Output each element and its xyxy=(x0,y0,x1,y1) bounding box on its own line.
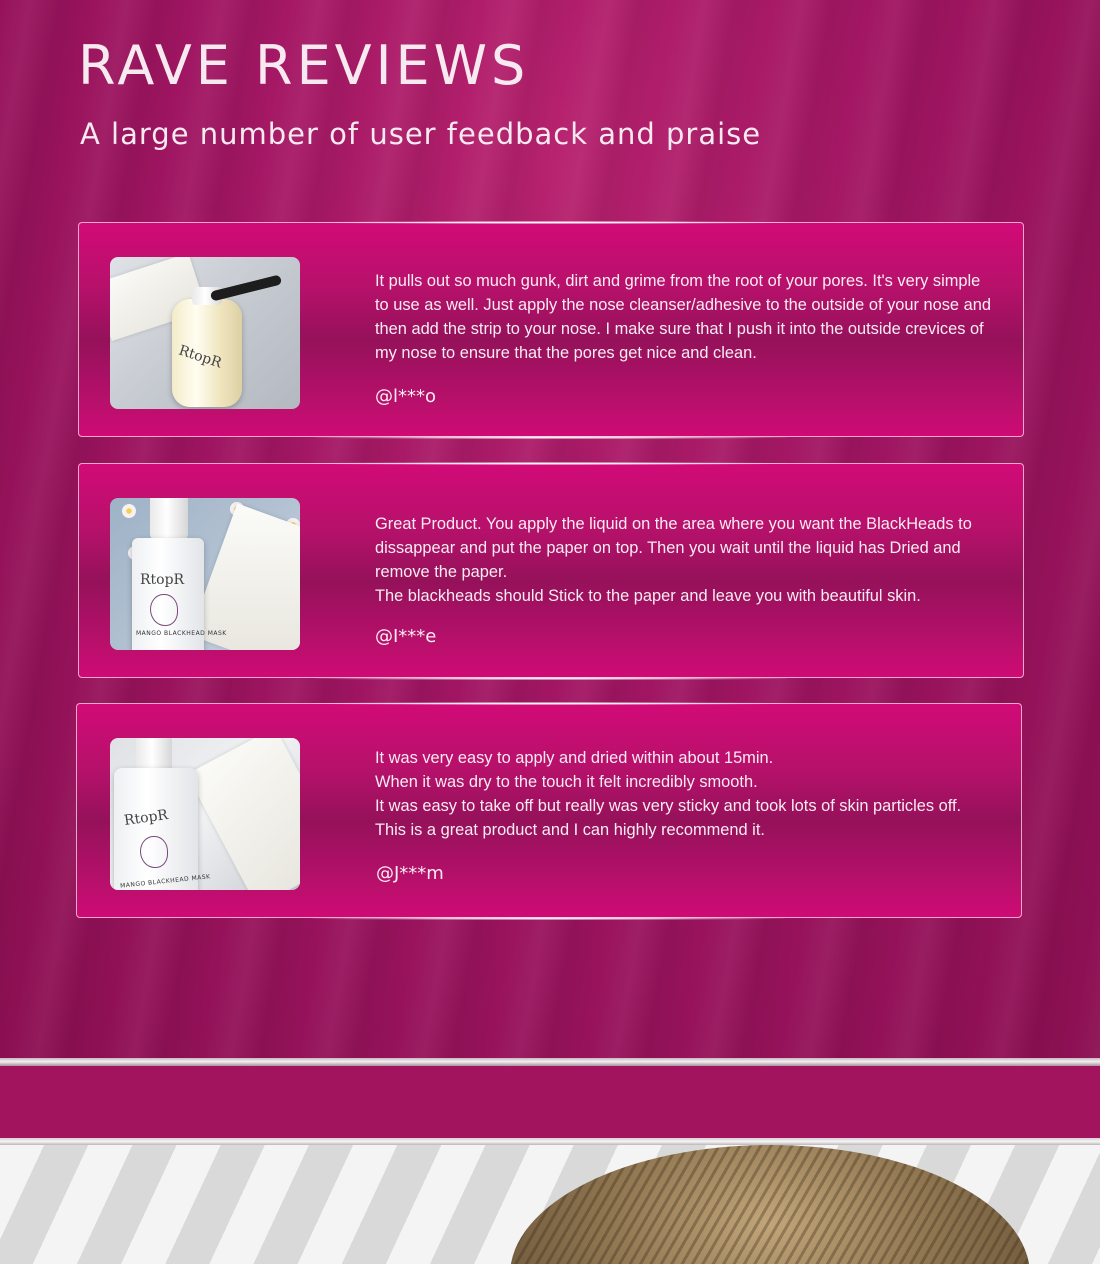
review-text: It pulls out so much gunk, dirt and grime from the root of your pores. It's very simple to use as well. Just apply the nose cleanser/adhesive to the outside of your nose and then add the strip to your nose. I make sure that I push it into the outside crevices of my nose to ensure that the pores get nice and clean. xyxy=(375,272,991,362)
flower-decoration xyxy=(122,504,136,518)
divider-band xyxy=(0,1058,1100,1066)
model-hair xyxy=(510,1145,1030,1264)
paper-strip xyxy=(189,503,300,650)
review-photo xyxy=(110,498,300,650)
bottle-cap xyxy=(150,498,188,540)
divider-band xyxy=(0,1138,1100,1145)
image-label-text: MANGO BLACKHEAD MASK xyxy=(136,630,227,637)
paper-strip xyxy=(187,738,300,890)
image-brand-text: RtopR xyxy=(140,572,185,588)
review-author: @l***o xyxy=(375,386,437,407)
review-text: It was very easy to apply and dried within about 15min. When it was dry to the touch it felt incredibly smooth. It was easy to take off but really was very sticky and took lots of skin particles off. This is a great product and I can highly recommend it. xyxy=(375,749,962,839)
model-photo xyxy=(0,1145,1100,1264)
image-brand-text: RtopR xyxy=(123,807,170,829)
color-band xyxy=(0,1066,1100,1140)
review-author: @J***m xyxy=(376,863,444,884)
page-title: RAVE REVIEWS xyxy=(78,34,530,97)
review-card xyxy=(78,222,1024,437)
review-card xyxy=(76,703,1022,918)
page-subtitle: A large number of user feedback and praise xyxy=(80,117,762,151)
mango-icon xyxy=(140,836,168,868)
bottle xyxy=(114,768,198,890)
review-photo xyxy=(110,738,300,890)
review-text: Great Product. You apply the liquid on the area where you want the BlackHeads to dissappear and put the paper on top. Then you wait until the liquid has Dried and remove the paper. The blackheads should Stick to the paper and leave you with beautiful skin. xyxy=(375,515,972,605)
review-card xyxy=(78,463,1024,678)
image-brand-text: RtopR xyxy=(176,342,224,372)
mango-icon xyxy=(150,594,178,626)
review-author: @I***e xyxy=(375,626,437,647)
image-label-text: MANGO BLACKHEAD MASK xyxy=(119,873,211,890)
review-photo xyxy=(110,257,300,409)
brush xyxy=(210,274,282,301)
